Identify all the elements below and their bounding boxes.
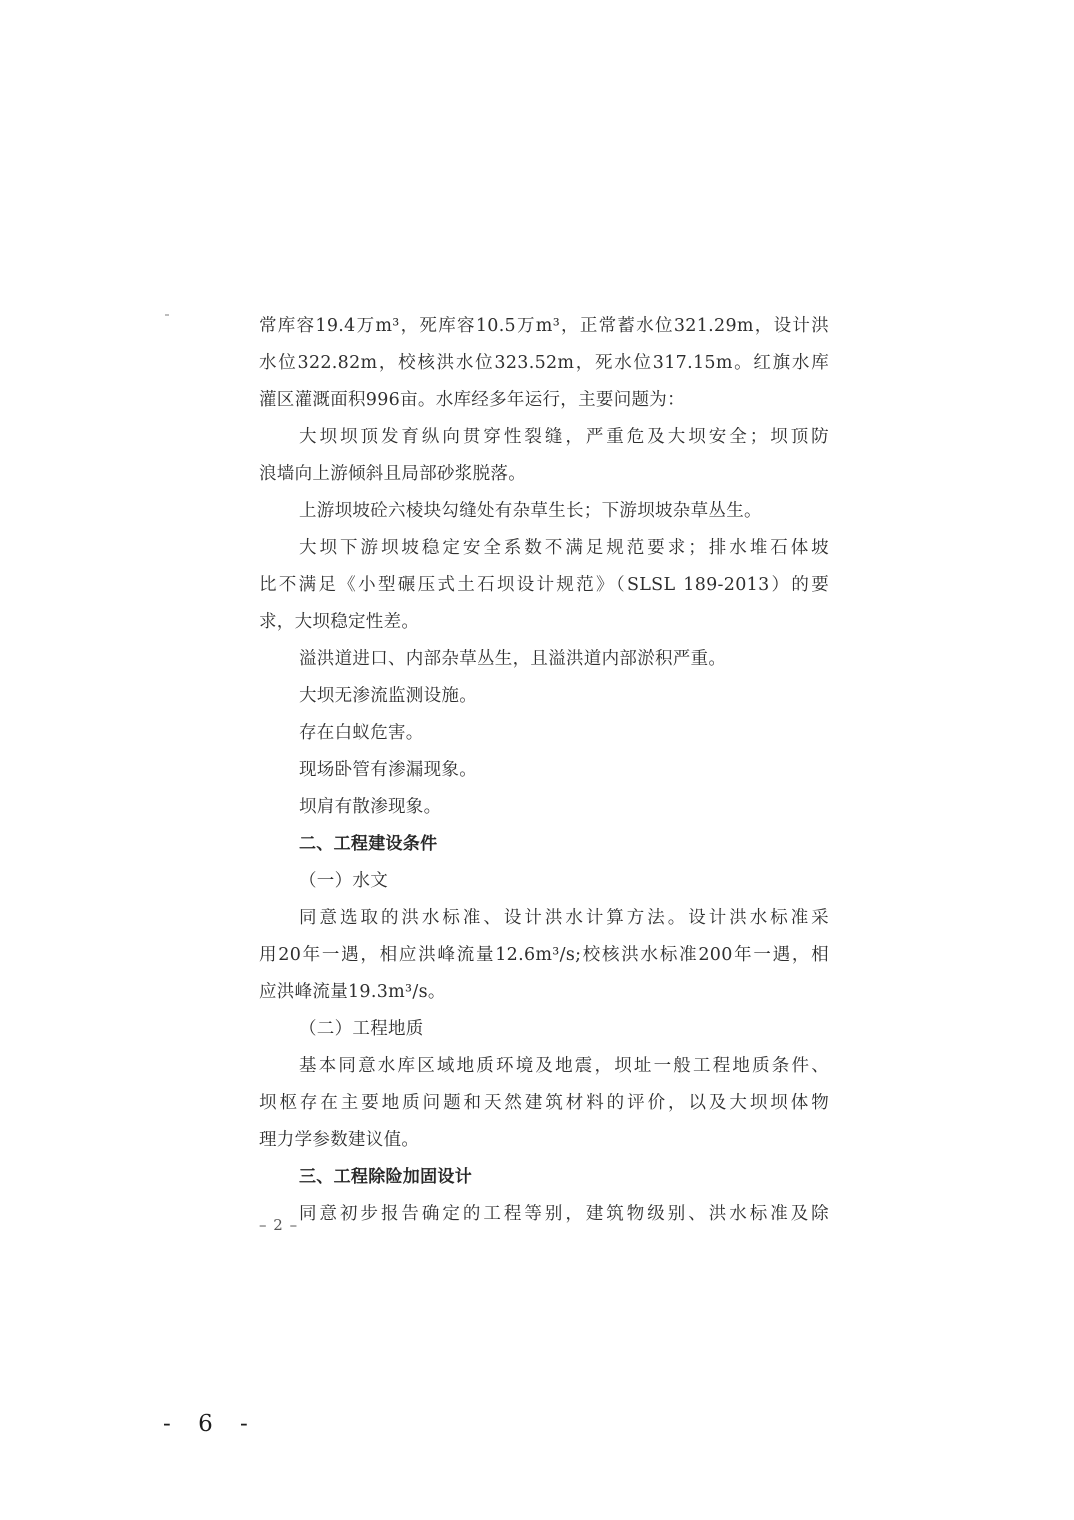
text-line: 用20年一遇，相应洪峰流量12.6m³/s;校核洪水标准200年一遇，相	[259, 945, 829, 965]
text-line: 浪墙向上游倾斜且局部砂浆脱落。	[259, 464, 526, 484]
paragraph-start: 存在白蚁危害。	[299, 723, 424, 743]
paragraph-start: 溢洪道进口、内部杂草丛生，且溢洪道内部淤积严重。	[299, 649, 727, 669]
scan-speck	[165, 314, 169, 316]
paragraph-start: 大坝坝顶发育纵向贯穿性裂缝，严重危及大坝安全；坝顶防	[299, 427, 829, 447]
text-line: 理力学参数建议值。	[259, 1130, 420, 1150]
section-heading: 三、工程除险加固设计	[299, 1167, 472, 1187]
text-line: 常库容19.4万m³，死库容10.5万m³，正常蓄水位321.29m，设计洪	[259, 316, 829, 336]
subsection-heading: （二）工程地质	[299, 1019, 424, 1039]
inner-page-number: – 2 –	[259, 1216, 299, 1234]
outer-page-number: - 6 -	[163, 1411, 258, 1437]
text-line: 水位322.82m，校核洪水位323.52m，死水位317.15m。红旗水库	[259, 353, 829, 373]
text-line: 比不满足《小型碾压式土石坝设计规范》（SLSL 189-2013）的要	[259, 575, 829, 595]
body-text	[259, 308, 829, 1233]
text-line: 灌区灌溉面积996亩。水库经多年运行，主要问题为：	[259, 390, 685, 410]
section-heading: 二、工程建设条件	[299, 834, 438, 854]
paragraph-start: 基本同意水库区域地质环境及地震，坝址一般工程地质条件、	[299, 1056, 829, 1076]
text-line: 坝枢存在主要地质问题和天然建筑材料的评价，以及大坝坝体物	[259, 1093, 829, 1113]
paragraph-start: 同意选取的洪水标准、设计洪水计算方法。设计洪水标准采	[299, 908, 829, 928]
paragraph-start: 大坝无渗流监测设施。	[299, 686, 477, 706]
paragraph-start: 上游坝坡砼六棱块勾缝处有杂草生长；下游坝坡杂草丛生。	[299, 501, 762, 521]
paragraph-start: 现场卧管有渗漏现象。	[299, 760, 477, 780]
paragraph-start: 坝肩有散渗现象。	[299, 797, 442, 817]
paragraph-start: 大坝下游坝坡稳定安全系数不满足规范要求；排水堆石体坡	[299, 538, 829, 558]
subsection-heading: （一）水文	[299, 871, 388, 891]
text-line: 应洪峰流量19.3m³/s。	[259, 982, 446, 1002]
paragraph-start: 同意初步报告确定的工程等别，建筑物级别、洪水标准及除	[299, 1204, 829, 1224]
text-line: 求，大坝稳定性差。	[259, 612, 420, 632]
